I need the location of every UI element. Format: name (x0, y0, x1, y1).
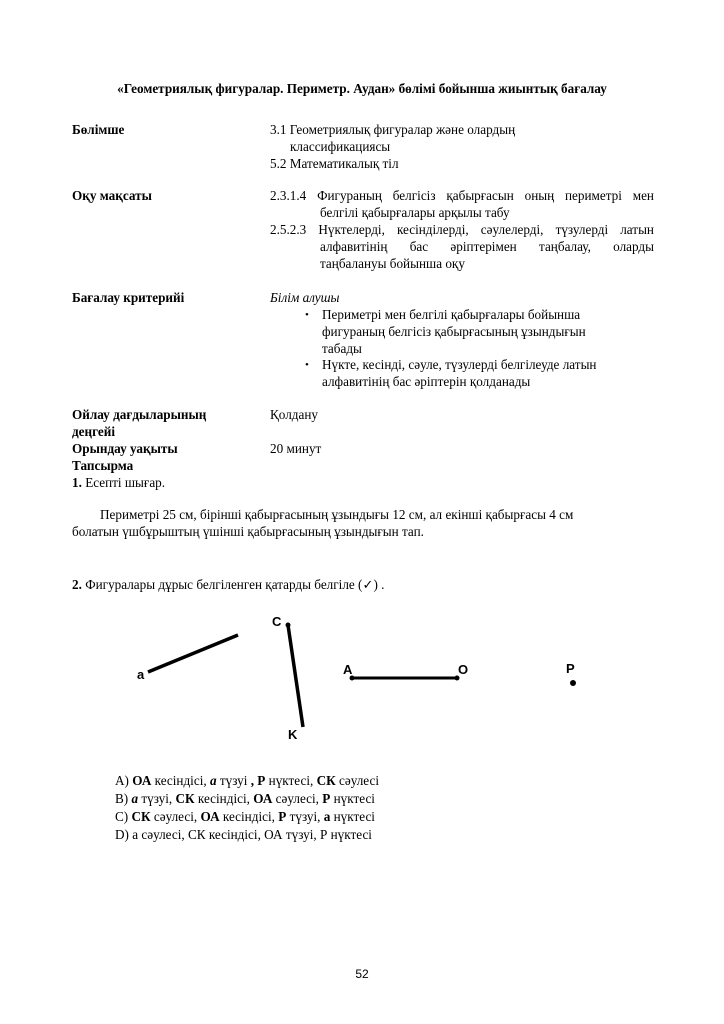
section-line-1: 3.1 Геометриялық фигуралар және олардың (270, 122, 516, 137)
point-p-dot (570, 680, 576, 686)
point-c-dot (286, 623, 291, 628)
section-line-1-cont: классификациясы (290, 139, 391, 154)
criteria-intro: Білім алушы (270, 290, 340, 305)
task-1-line-1: Периметрі 25 см, бірінші қабырғасының ұзындығы 12 см, ал екінші қабырғасы 4 см (100, 507, 574, 522)
criterion-1-line-2: фигураның белгісіз қабырғасының ұзындығын (322, 324, 586, 339)
objectives-label: Оқу мақсаты (72, 188, 152, 203)
page-title: «Геометриялық фигуралар. Периметр. Аудан» бөлімі бойынша жиынтық бағалау (117, 81, 607, 96)
objective-2-line-2: алфавитінің бас әріптерімен таңбалау, оларды (320, 239, 654, 254)
objective-1-line-2: белгілі қабырғалары арқылы табу (320, 205, 510, 220)
bullet-icon: • (305, 359, 309, 371)
criterion-1-line-3: табады (322, 341, 362, 356)
line-a (148, 635, 238, 672)
task-2-number: 2. (72, 577, 82, 592)
task-1-line-2: болатын үшбұрыштың үшінші қабырғасының ұзындығын тап. (72, 524, 424, 539)
section-line-2: 5.2 Математикалық тіл (270, 156, 399, 171)
criterion-1-line-1: Периметрі мен белгілі қабырғалары бойынша (322, 307, 581, 322)
objective-2-line-3: таңбалануы бойынша оқу (320, 256, 465, 271)
label-a: a (137, 667, 145, 682)
criterion-2-line-2: алфавитінің бас әріптерін қолданады (322, 374, 531, 389)
criterion-2-line-1: Нүкте, кесінді, сәуле, түзулерді белгілеуде латын (322, 357, 597, 372)
objective-2-line-1: 2.5.2.3 Нүктелерді, кесінділерді, сәулелерді, түзулерді латын (270, 222, 654, 237)
task-1-instruction-text: Есепті шығар. (81, 475, 166, 490)
page-number: 52 (355, 967, 369, 981)
time-value: 20 минут (270, 441, 322, 456)
label-k: K (288, 727, 298, 742)
task-2-instruction-text: Фигуралары дұрыс белгіленген қатарды белгіле (✓) . (81, 577, 385, 592)
section-label: Бөлімше (72, 122, 125, 137)
label-c: C (272, 614, 282, 629)
task-1-number: 1. (72, 475, 82, 490)
label-o-point: O (458, 662, 469, 677)
time-label: Орындау уақыты (72, 441, 178, 456)
label-p-point: P (566, 661, 575, 676)
criteria-label: Бағалау критерийі (72, 290, 185, 305)
thinking-label-line-2: деңгейі (72, 424, 116, 439)
task-heading: Тапсырма (72, 458, 134, 473)
objective-1-line-1: 2.3.1.4 Фигураның белгісіз қабырғасын оның периметрі мен (270, 188, 654, 203)
option-b: B) а түзуі, СК кесіндісі, ОА сәулесі, Р нүктесі (115, 791, 375, 806)
option-c: C) СК сәулесі, ОА кесіндісі, Р түзуі, а нүктесі (115, 809, 375, 824)
label-a-point: A (343, 662, 353, 677)
option-a: A) ОА кесіндісі, а түзуі , Р нүктесі, СК сәулесі (115, 773, 380, 788)
ray-ck (288, 625, 303, 727)
option-d: D) а сәулесі, СК кесіндісі, ОА түзуі, Р нүктесі (115, 827, 372, 842)
bullet-icon: • (305, 309, 309, 321)
thinking-value: Қолдану (270, 407, 319, 422)
thinking-label-line-1: Ойлау дағдыларының (72, 407, 207, 422)
